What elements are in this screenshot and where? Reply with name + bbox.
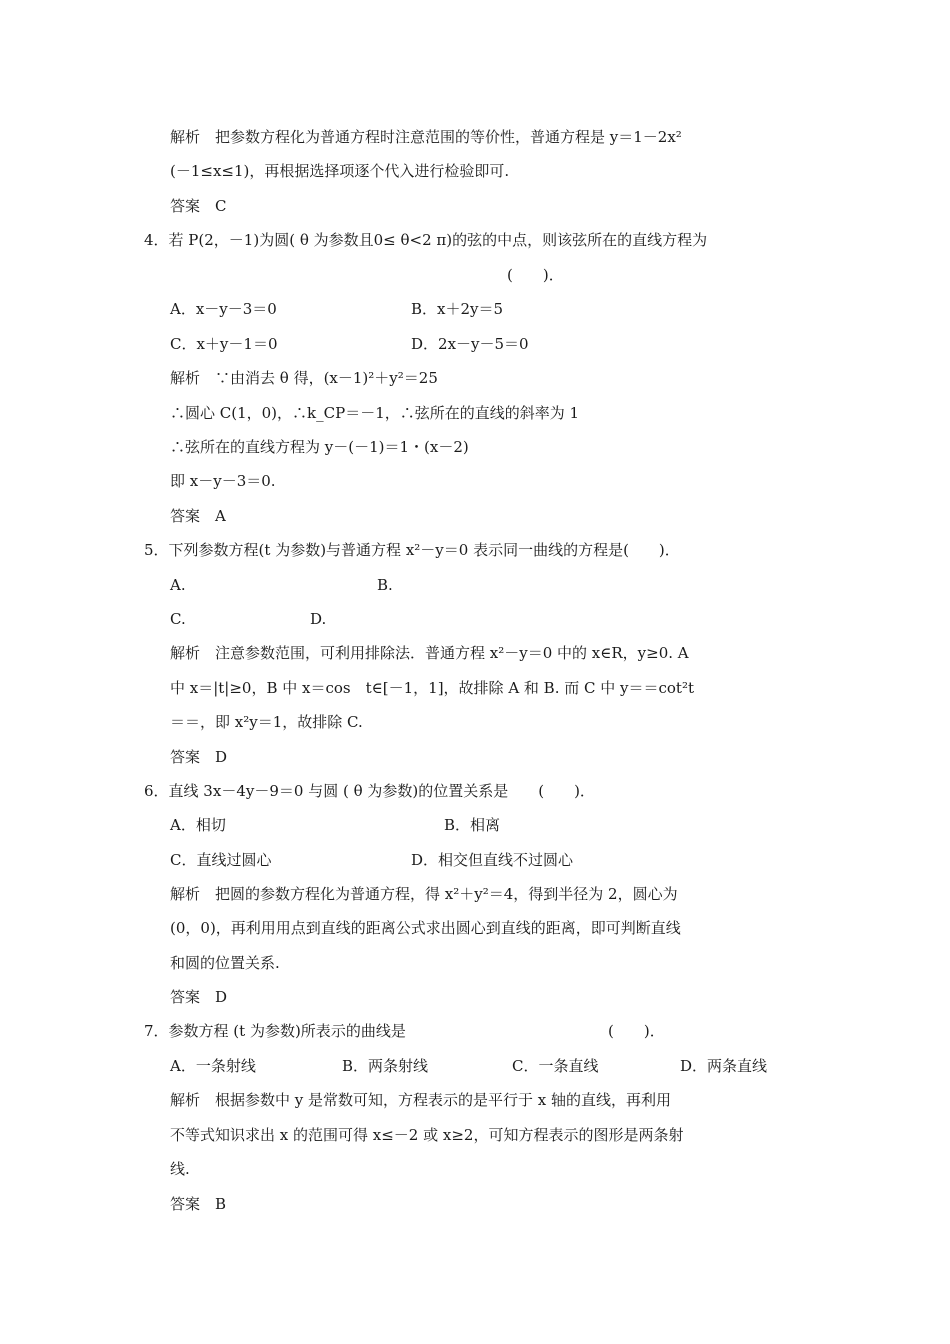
q5-option-b: B. — [377, 576, 393, 594]
q7-solution-line-2: 不等式知识求出 x 的范围可得 x≤－2 或 x≥2，可知方程表示的图形是两条射 — [170, 1126, 684, 1144]
q7-solution-line-3: 线. — [170, 1160, 190, 1178]
q5-option-d: D. — [310, 610, 327, 628]
q4-solution-line-2: ∴圆心 C(1，0)，∴k_CP＝－1，∴弦所在的直线的斜率为 1 — [170, 404, 580, 422]
q4-solution-line-4: 即 x－y－3＝0. — [170, 472, 276, 490]
q4-blank: ( )． — [507, 266, 564, 284]
q4-solution-line-3: ∴弦所在的直线方程为 y－(－1)＝1・(x－2) — [170, 438, 469, 456]
q5-solution-line-3: ＝＝，即 x²y＝1，故排除 C. — [170, 713, 363, 731]
q6-solution-line-2: (0，0)，再利用用点到直线的距离公式求出圆心到直线的距离，即可判断直线 — [170, 919, 681, 937]
q6-solution-line-3: 和圆的位置关系. — [170, 954, 280, 972]
q6-option-b: B．相离 — [444, 816, 501, 834]
q4-stem: 4．若 P(2，－1)为圆( θ 为参数且0≤ θ<2 π)的弦的中点，则该弦所在的直线方程为 — [144, 231, 708, 249]
q7-blank: ( )． — [608, 1022, 665, 1040]
q5-solution-line-2: 中 x＝|t|≥0，B 中 x＝cos t∈[－1，1]，故排除 A 和 B. 而 C 中 y＝＝cot²t — [170, 679, 694, 697]
q6-stem: 6．直线 3x－4y－9＝0 与圆 ( θ 为参数)的位置关系是 ( )． — [144, 782, 595, 800]
q3-solution-line-2: (－1≤x≤1)，再根据选择项逐个代入进行检验即可. — [170, 162, 510, 180]
q5-option-c: C. — [170, 610, 186, 628]
q6-option-d: D．相交但直线不过圆心 — [411, 851, 574, 869]
q7-option-d: D．两条直线 — [680, 1057, 768, 1075]
q7-solution-line-1: 解析 根据参数中 y 是常数可知，方程表示的是平行于 x 轴的直线，再利用 — [170, 1091, 672, 1109]
q5-solution-line-1: 解析 注意参数范围，可利用排除法．普通方程 x²－y＝0 中的 x∈R，y≥0. A — [170, 644, 689, 662]
q5-option-a: A. — [170, 576, 186, 594]
q4-option-c: C．x＋y－1＝0 — [170, 335, 278, 353]
q4-solution-line-1: 解析 ∵由消去 θ 得，(x－1)²＋y²＝25 — [170, 369, 438, 387]
q5-stem: 5．下列参数方程(t 为参数)与普通方程 x²－y＝0 表示同一曲线的方程是( )． — [144, 541, 680, 559]
q6-answer: 答案 D — [170, 988, 228, 1006]
q3-answer: 答案 C — [170, 197, 227, 215]
q3-solution-line-1: 解析 把参数方程化为普通方程时注意范围的等价性，普通方程是 y＝1－2x² — [170, 128, 682, 146]
q7-option-c: C．一条直线 — [512, 1057, 599, 1075]
q6-solution-line-1: 解析 把圆的参数方程化为普通方程，得 x²＋y²＝4，得到半径为 2，圆心为 — [170, 885, 678, 903]
q4-option-a: A．x－y－3＝0 — [170, 300, 277, 318]
q4-option-d: D．2x－y－5＝0 — [411, 335, 529, 353]
q7-option-b: B．两条射线 — [342, 1057, 429, 1075]
q7-stem: 7．参数方程 (t 为参数)所表示的曲线是 — [144, 1022, 406, 1040]
q4-answer: 答案 A — [170, 507, 226, 525]
q7-answer: 答案 B — [170, 1195, 227, 1213]
q4-option-b: B．x＋2y＝5 — [411, 300, 504, 318]
q5-answer: 答案 D — [170, 748, 228, 766]
q7-option-a: A．一条射线 — [170, 1057, 256, 1075]
q6-option-c: C．直线过圆心 — [170, 851, 272, 869]
q6-option-a: A．相切 — [170, 816, 226, 834]
